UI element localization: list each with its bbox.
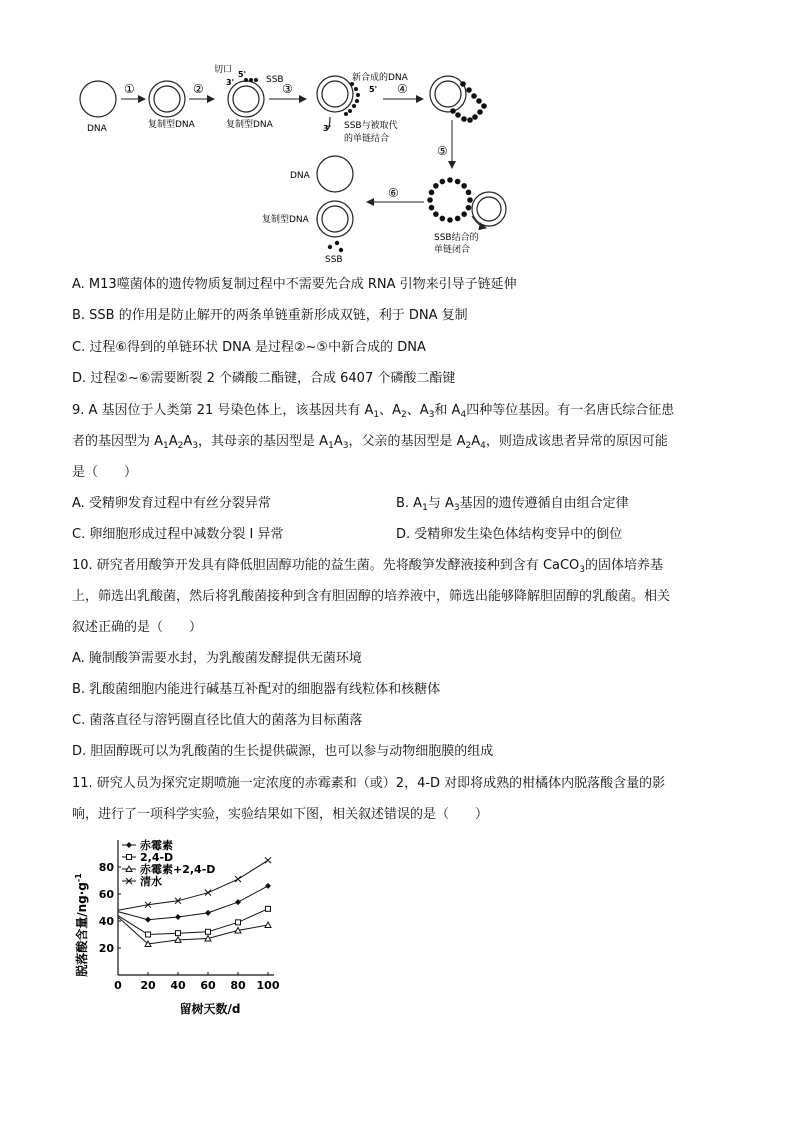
ssb-chain (450, 81, 487, 123)
label-ssb-out: SSB (325, 255, 343, 265)
x-tick-label: 0 (114, 979, 122, 992)
legend-item (122, 874, 162, 888)
series-line (118, 909, 268, 935)
data-point-square (146, 932, 151, 937)
data-point-diamond (175, 914, 181, 920)
step-5-label: ⑤ (437, 144, 448, 158)
q9-option-d: D. 受精卵发生染色体结构变异中的倒位 (396, 527, 623, 542)
ssb-dot (466, 205, 472, 211)
ssb-dot (335, 241, 339, 245)
product-rf-inner (322, 206, 348, 232)
chart-ylabel: 脱落酸含量$/ng\cdot g^{-1}$ (74, 873, 89, 977)
q10-option-d: D. 胆固醇既可以为乳酸菌的生长提供碳源，也可以参与动物细胞膜的组成 (72, 744, 494, 759)
label-rf-dna-out: 复制型DNA (262, 215, 309, 225)
ssb-dot (467, 117, 473, 123)
label-rf-dna-1: 复制型DNA (148, 120, 195, 130)
x-tick-label: 20 (140, 979, 156, 992)
ssb-dot (472, 114, 478, 120)
ssb-dot (249, 78, 253, 82)
y-tick-label: 40 (98, 915, 114, 928)
label-dna-out: DNA (290, 171, 310, 181)
q9-stem-line-1: 9. A 基因位于人类第 21 号染色体上，该基因共有 $A_1$、$A_2$、$A_3$和 $A_4$四种等位基因。有一名唐氏综合征患 (72, 403, 675, 420)
legend-item (122, 862, 215, 876)
label-ssb-single-2: 单链闭合 (434, 245, 471, 255)
q9-stem-line-2: 者的基因型为 $A_1A_2A_3$，其母亲的基因型是 $A_1A_3$，父亲的基因型是 $A_2A_4$，则造成该患者异常的原因可能 (72, 434, 668, 451)
data-point-x (265, 857, 271, 863)
x-tick-label: 100 (256, 979, 280, 992)
q8-option-c: C. 过程⑥得到的单链环状 DNA 是过程②~⑤中新合成的 DNA (72, 340, 426, 355)
label-dna: DNA (87, 124, 107, 134)
q10-stem-line-3: 叙述正确的是（ ） (72, 620, 203, 635)
series-line (118, 886, 268, 920)
data-point-x (205, 890, 211, 896)
dna-circle (80, 81, 116, 117)
legend-label: 赤霉素 (140, 839, 173, 852)
ssb-dot (461, 116, 467, 122)
data-point-diamond (235, 899, 241, 905)
series-0 (118, 883, 271, 923)
rf-dna-inner-2 (233, 86, 259, 112)
ssb-dot (466, 87, 472, 93)
chart-xlabel: 留树天数/d (179, 1002, 241, 1016)
rf-dna-inner-1 (154, 86, 180, 112)
q10-stem-line-2: 上，筛选出乳酸菌，然后将乳酸菌接种到含有胆固醇的培养液中，筛选出能够降解胆固醇的乳酸菌。相关 (72, 589, 671, 604)
label-cut: 切口 (214, 65, 233, 75)
label-prime5-b: 5' (369, 85, 378, 94)
q10-option-a: A. 腌制酸笋需要水封，为乳酸菌发酵提供无菌环境 (72, 651, 362, 666)
y-tick-label: 20 (98, 942, 114, 955)
ssb-dot (429, 190, 435, 196)
series-line (118, 917, 268, 944)
ssb-dot (450, 108, 456, 114)
data-point-x (235, 876, 241, 882)
ssb-dot (440, 179, 446, 185)
ssb-dot (455, 216, 461, 222)
legend-label: 2,4-D (140, 851, 174, 864)
ssb-dot (460, 81, 466, 87)
ssb-dot (352, 104, 356, 108)
x-tick-label: 80 (230, 979, 246, 992)
ssb-dot (440, 216, 446, 222)
data-point-square (176, 931, 181, 936)
rf-dna-inner-4 (435, 81, 461, 107)
data-point-diamond (265, 883, 271, 889)
label-ssb-single-1: SSB结合的 (434, 233, 479, 243)
legend-label: 赤霉素+2,4-D (140, 863, 216, 876)
q9-option-a: A. 受精卵发育过程中有丝分裂异常 (72, 496, 271, 511)
q9-option-b: B. $A_1$与 $A_3$基因的遗传遵循自由组合定律 (396, 496, 629, 513)
label-ssb-bind-1: SSB与被取代 (344, 121, 398, 131)
data-point-square (127, 855, 132, 860)
ssb-dot (354, 87, 358, 91)
q9-stem-line-3: 是（ ） (72, 465, 138, 480)
rf-dna-inner-5 (477, 197, 501, 221)
step-3-label: ③ (282, 82, 293, 96)
x-tick-label: 40 (170, 979, 186, 992)
ssb-dot (433, 211, 439, 217)
q8-option-b: B. SSB 的作用是防止解开的两条单链重新形成双链，利于 DNA 复制 (72, 308, 468, 323)
data-point-square (206, 929, 211, 934)
ssb-dot (455, 112, 461, 118)
series-2 (118, 917, 271, 946)
legend-item (122, 838, 173, 852)
q10-option-b: B. 乳酸菌细胞内能进行碱基互补配对的细胞器有线粒体和核糖体 (72, 682, 441, 697)
y-tick-label: 60 (98, 888, 114, 901)
q11-stem-line-2: 响，进行了一项科学实验，实验结果如下图，相关叙述错误的是（ ） (72, 807, 489, 822)
x-tick-label: 60 (200, 979, 216, 992)
label-prime5-a: 5' (238, 70, 247, 79)
product-dna-circle (317, 156, 353, 192)
ssb-dot (433, 183, 439, 189)
label-rf-dna-2: 复制型DNA (226, 120, 273, 130)
ssb-dot (447, 177, 453, 183)
q8-option-a: A. M13噬菌体的遗传物质复制过程中不需要先合成 RNA 引物来引导子链延伸 (72, 277, 517, 292)
legend-label: 清水 (140, 875, 162, 888)
label-new-dna: 新合成的DNA (352, 73, 408, 83)
q10-option-c: C. 菌落直径与溶钙圈直径比值大的菌落为目标菌落 (72, 713, 363, 728)
ssb-dot (481, 103, 487, 109)
y-tick-label: 80 (98, 861, 114, 874)
label-ssb: SSB (266, 75, 284, 85)
ssb-dot (429, 205, 435, 211)
ssb-dot (471, 93, 477, 99)
q9-option-c: C. 卵细胞形成过程中减数分裂 I 异常 (72, 527, 284, 542)
ssb-dot (466, 190, 472, 196)
data-point-triangle (265, 922, 271, 928)
ssb-dot (344, 112, 348, 116)
ssb-dot (447, 217, 453, 223)
ssb-dot (355, 99, 359, 103)
q8-option-d: D. 过程②~⑥需要断裂 2 个磷酸二酯键，合成 6407 个磷酸二酯键 (72, 371, 456, 386)
ssb-dot (455, 179, 461, 185)
data-point-diamond (205, 910, 211, 916)
data-point-diamond (145, 917, 151, 923)
ssb-dot (477, 109, 483, 115)
ssb-dot (348, 109, 352, 113)
ssb-dot (339, 248, 343, 252)
data-point-square (266, 906, 271, 911)
series-1 (118, 906, 271, 937)
q11-stem-line-1: 11. 研究人员为探究定期喷施一定浓度的赤霉素和（或）2，4-D 对即将成熟的柑橘体内脱落酸含量的影 (72, 776, 666, 791)
ssb-dot (427, 197, 433, 203)
ssb-dot (461, 211, 467, 217)
ssb-dot (254, 78, 258, 82)
step-4-label: ④ (397, 82, 408, 96)
ssb-dot (467, 197, 473, 203)
ssb-dot (461, 183, 467, 189)
ssb-dot (476, 98, 482, 104)
ssb-dot (328, 245, 332, 249)
ssb-ring (427, 177, 473, 223)
q10-stem-line-1: 10. 研究者用酸笋开发具有降低胆固醇功能的益生菌。先将酸笋发酵液接种到含有 CaCO$_3$的固体培养基 (72, 558, 664, 575)
step-2-label: ② (193, 82, 204, 96)
label-prime3-b: 3' (323, 124, 332, 133)
abscisic-acid-chart (70, 835, 310, 1020)
label-prime3-a: 3' (226, 78, 235, 87)
data-point-square (236, 920, 241, 925)
rf-dna-inner-3 (322, 81, 348, 107)
step-6-label: ⑥ (388, 186, 399, 200)
dna-replication-diagram (0, 0, 794, 270)
data-point-diamond (126, 842, 132, 848)
step-1-label: ① (124, 82, 135, 96)
label-ssb-bind-2: 的单链结合 (344, 134, 390, 144)
ssb-dot (356, 93, 360, 97)
